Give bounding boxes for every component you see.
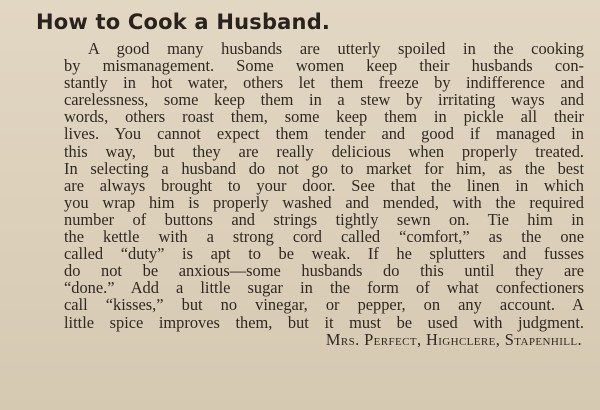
article-line: A good many husbands are utterly spoiled in the cooking bbox=[88, 39, 584, 58]
article-line: carelessness, some keep them in a stew by irritating ways and bbox=[64, 90, 584, 110]
article-line: the kettle with a strong cord called “comfort,” as the one bbox=[64, 227, 584, 247]
article-line: are always brought to your door. See that the linen in which bbox=[64, 175, 584, 195]
article-line: In selecting a husband do not go to market for him, as the best bbox=[64, 158, 584, 178]
article-line: call “kisses,” but no vinegar, or pepper, on any account. A bbox=[64, 295, 584, 315]
article-line: lives. You cannot expect them tender and good if managed in bbox=[64, 124, 584, 144]
article-body bbox=[64, 40, 584, 348]
article-line: do not be anxious—some husbands do this until they are bbox=[64, 261, 584, 281]
article-line: called “duty” is apt to be weak. If he splutters and fusses bbox=[64, 244, 584, 264]
article-line: little spice improves them, but it must be used with judgment. bbox=[64, 312, 584, 332]
article-line: by mismanagement. Some women keep their husbands con- bbox=[64, 56, 584, 76]
article-line: number of buttons and strings tightly sewn on. Tie him in bbox=[64, 209, 584, 229]
article-line: stantly in hot water, others let them freeze by indifference and bbox=[64, 73, 584, 93]
article-line: “done.” Add a little sugar in the form of what confectioners bbox=[64, 278, 584, 298]
article-title: How to Cook a Husband. bbox=[36, 10, 331, 34]
article-line: you wrap him is properly washed and mended, with the required bbox=[64, 192, 584, 212]
article-signature: Mrs. Perfect, Highclere, Stapenhill. bbox=[325, 329, 582, 349]
article-line: words, others roast them, some keep them in pickle all their bbox=[64, 107, 584, 127]
article-line: this way, but they are really delicious when properly treated. bbox=[64, 141, 584, 161]
